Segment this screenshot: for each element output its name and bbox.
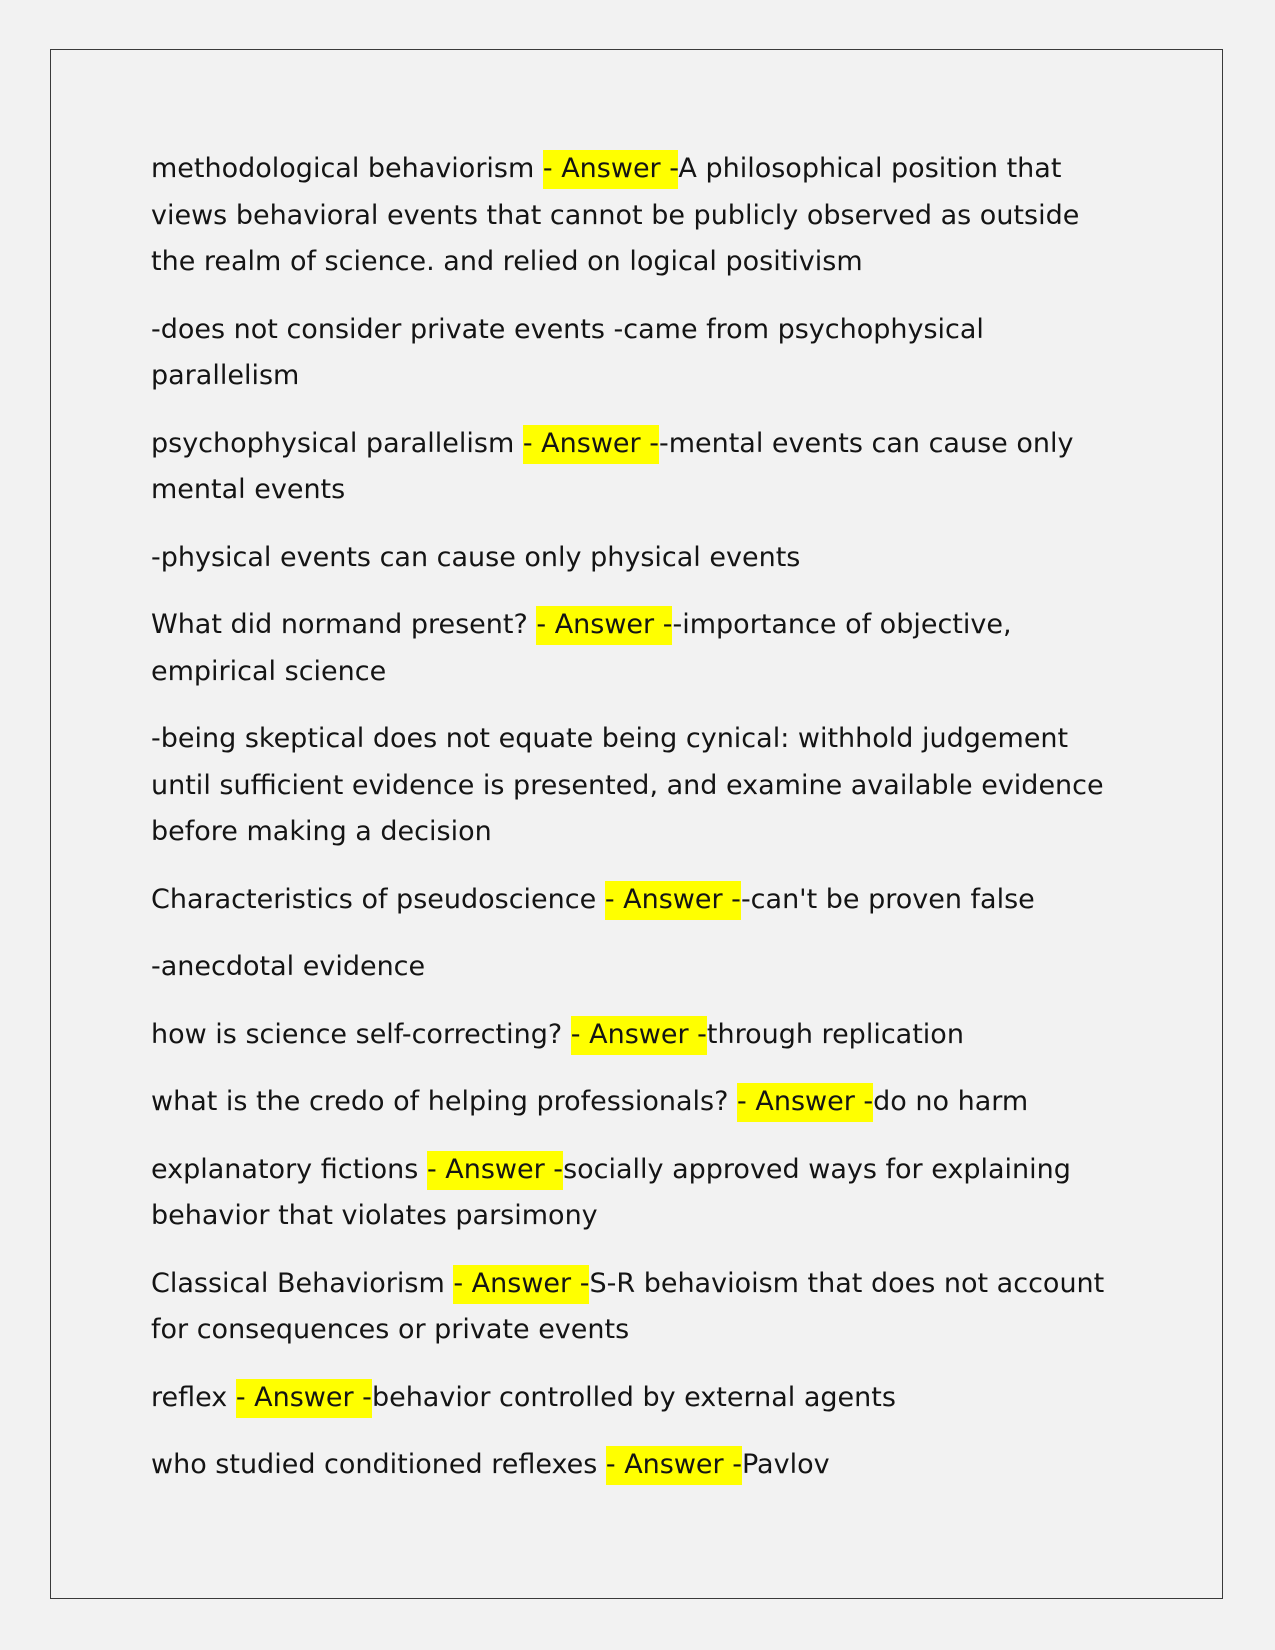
answer-marker: - Answer - [571,1016,707,1055]
definition-text: -can't be proven false [740,883,1035,915]
answer-marker: - Answer - [543,150,679,189]
answer-marker: - Answer - [606,1446,742,1485]
continuation-paragraph [151,944,1131,991]
definition-text: socially approved ways for explaining behavior that violates parsimony [151,1153,1071,1231]
continuation-paragraph [151,716,1131,856]
term-text: Characteristics of pseudoscience [151,883,605,915]
definition-text: A philosophical position that views behavioral events that cannot be publicly observed as outside the realm of science. and relied on logical positivism [151,153,1080,277]
continuation-text: -being skeptical does not equate being cynical: withhold judgement until sufficient evidence is presented, and examine available evidence before making a decision [151,723,1104,847]
continuation-paragraph [151,307,1131,400]
definition-text: behavior controlled by external agents [371,1381,896,1413]
qa-paragraph [151,877,1131,924]
term-text: reflex [151,1381,236,1413]
definition-text: -mental events can cause only mental events [151,427,1074,505]
qa-paragraph [151,1012,1131,1059]
definition-text: through replication [706,1018,964,1050]
answer-marker: - Answer - [523,425,659,464]
definition-text: -importance of objective, empirical science [151,609,1012,687]
answer-marker: - Answer - [536,606,672,645]
qa-paragraph [151,421,1131,514]
term-text: explanatory fictions [151,1153,427,1185]
qa-paragraph [151,602,1131,695]
qa-paragraph [151,146,1131,286]
term-text: psychophysical parallelism [151,427,523,459]
term-text: Classical Behaviorism [151,1267,454,1299]
continuation-text: -anecdotal evidence [151,951,426,982]
answer-marker: - Answer - [605,881,741,920]
answer-marker: - Answer - [427,1151,563,1190]
definition-text: do no harm [873,1086,1029,1117]
continuation-text: -does not consider private events -came from psychophysical parallelism [151,313,984,391]
continuation-text: -physical events can cause only physical events [151,541,801,573]
answer-marker: - Answer - [236,1379,372,1418]
qa-paragraph [151,1147,1131,1240]
term-text: what is the credo of helping professionals? [151,1086,738,1117]
qa-paragraph [151,1442,1131,1489]
term-text: methodological behaviorism [151,153,543,184]
term-text: What did normand present? [151,609,537,640]
answer-marker: - Answer - [453,1265,589,1304]
definition-text: S-R behavioism that does not account for consequences or private events [151,1267,1105,1345]
term-text: how is science self-correcting? [151,1018,571,1050]
qa-paragraph [151,1079,1131,1126]
term-text: who studied conditioned reflexes [151,1449,606,1480]
continuation-paragraph [151,535,1131,582]
qa-paragraph [151,1261,1131,1354]
answer-marker: - Answer - [737,1083,873,1122]
qa-paragraph [151,1375,1131,1422]
document-body [151,146,1131,1510]
definition-text: Pavlov [741,1449,830,1480]
document-page [50,49,1223,1599]
